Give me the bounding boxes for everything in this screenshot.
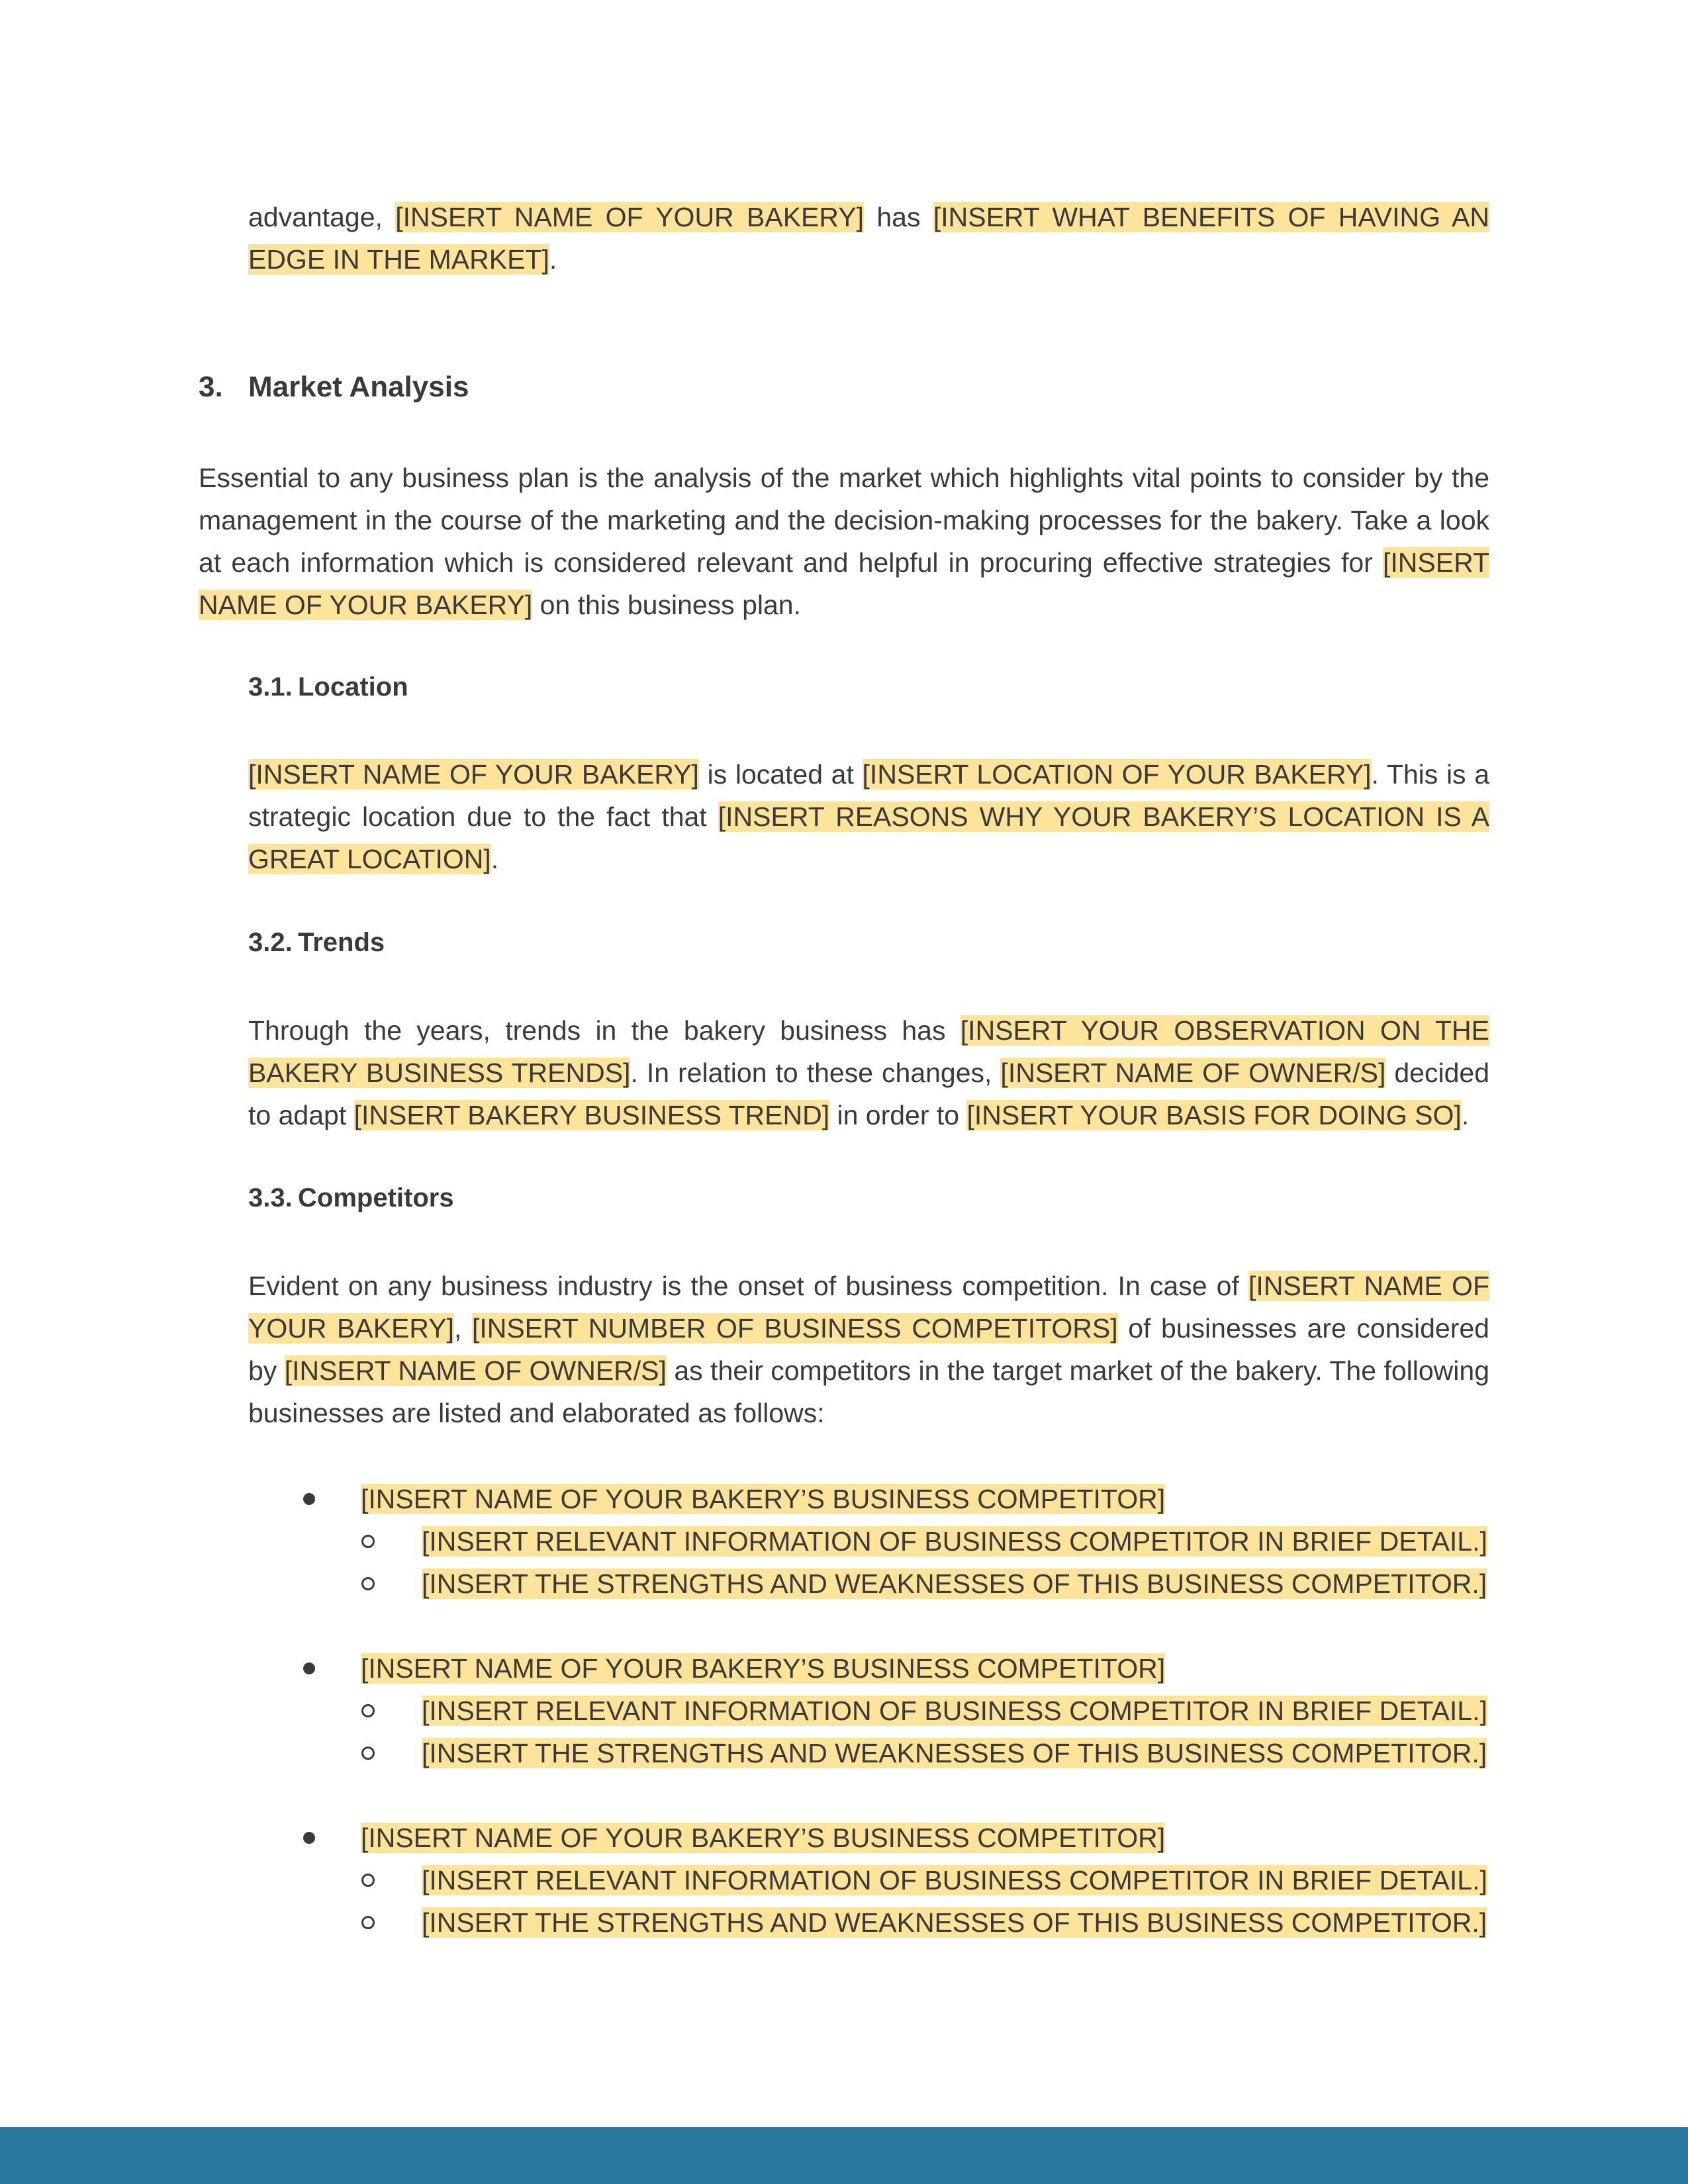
list-item <box>298 1647 1487 1690</box>
intro-text-1: advantage, <box>248 202 396 232</box>
subsection-number: 3.2. <box>248 928 293 957</box>
placeholder-owner-name: [INSERT NAME OF OWNER/S] <box>1000 1058 1386 1088</box>
location-text-2: . This is a strategic location due to the fact that <box>248 759 1489 832</box>
placeholder-bakery-name: [INSERT NAME OF YOUR BAKERY] <box>248 1271 1489 1343</box>
location-text-1: is located at <box>698 759 863 790</box>
trends-text-1: Through the years, trends in the bakery business has <box>248 1015 961 1046</box>
subsection-heading-trends <box>248 928 385 958</box>
placeholder-trend-observation: [INSERT YOUR OBSERVATION ON THE BAKERY BUSINESS TRENDS] <box>248 1015 1490 1088</box>
list-item <box>298 1817 1487 1859</box>
placeholder-competitor-swot: [INSERT THE STRENGTHS AND WEAKNESSES OF THIS BUSINESS COMPETITOR.] <box>422 1738 1487 1768</box>
location-paragraph <box>248 753 1489 880</box>
bullet-icon <box>303 1662 315 1674</box>
location-text-3: . <box>491 844 499 874</box>
placeholder-competitor-swot: [INSERT THE STRENGTHS AND WEAKNESSES OF THIS BUSINESS COMPETITOR.] <box>422 1907 1487 1938</box>
circle-bullet-icon <box>361 1916 375 1929</box>
placeholder-competitor-info: [INSERT RELEVANT INFORMATION OF BUSINESS COMPETITOR IN BRIEF DETAIL.] <box>422 1696 1487 1726</box>
market-analysis-text-1: Essential to any business plan is the analysis of the market which highlights vital points to consider by the management in the course of the marketing and the decision-making processes for the bakery. Take a look at each information which is considered relevant and helpful in procuring effective strategies for <box>199 463 1489 578</box>
competitors-text-3: of businesses are considered by <box>248 1313 1489 1386</box>
placeholder-owner-name: [INSERT NAME OF OWNER/S] <box>284 1355 667 1386</box>
bullet-icon <box>303 1493 315 1505</box>
trends-text-4: in order to <box>829 1100 967 1130</box>
trends-paragraph <box>248 1009 1489 1136</box>
list-subitem <box>298 1859 1487 1901</box>
competitor-item <box>298 1478 1487 1605</box>
circle-bullet-icon <box>361 1747 375 1760</box>
competitor-item <box>298 1647 1487 1774</box>
competitors-paragraph <box>248 1265 1489 1434</box>
placeholder-competitor-name: [INSERT NAME OF YOUR BAKERY’S BUSINESS COMPETITOR] <box>361 1823 1166 1853</box>
list-subitem <box>298 1901 1487 1944</box>
list-subitem <box>298 1690 1487 1732</box>
trends-text-2: . In relation to these changes, <box>630 1058 1001 1088</box>
bullet-icon <box>303 1832 315 1844</box>
trends-text-3: decided to adapt <box>248 1058 1490 1130</box>
placeholder-competitor-info: [INSERT RELEVANT INFORMATION OF BUSINESS COMPETITOR IN BRIEF DETAIL.] <box>422 1526 1487 1557</box>
placeholder-competitor-swot: [INSERT THE STRENGTHS AND WEAKNESSES OF THIS BUSINESS COMPETITOR.] <box>422 1569 1487 1599</box>
subsection-title: Trends <box>298 928 385 957</box>
placeholder-bakery-name: [INSERT NAME OF YOUR BAKERY] <box>199 547 1489 620</box>
placeholder-bakery-location: [INSERT LOCATION OF YOUR BAKERY] <box>862 759 1372 790</box>
list-subitem <box>298 1732 1487 1774</box>
placeholder-competitor-count: [INSERT NUMBER OF BUSINESS COMPETITORS] <box>471 1313 1118 1343</box>
circle-bullet-icon <box>361 1704 375 1717</box>
placeholder-competitor-name: [INSERT NAME OF YOUR BAKERY’S BUSINESS COMPETITOR] <box>361 1653 1166 1684</box>
placeholder-benefits: [INSERT WHAT BENEFITS OF HAVING AN EDGE IN THE MARKET] <box>248 202 1490 275</box>
list-subitem <box>298 1520 1487 1563</box>
intro-text-2: has <box>864 202 933 232</box>
placeholder-location-reasons: [INSERT REASONS WHY YOUR BAKERY’S LOCATION IS A GREAT LOCATION] <box>248 801 1489 874</box>
intro-paragraph <box>248 196 1489 281</box>
subsection-title: Location <box>298 672 408 702</box>
trends-text-5: . <box>1461 1100 1470 1130</box>
competitors-text-4: as their competitors in the target market of the bakery. The following businesses are listed and elaborated as follows: <box>248 1355 1489 1428</box>
circle-bullet-icon <box>361 1577 375 1590</box>
section-heading-market-analysis <box>199 371 469 404</box>
competitor-list <box>298 1478 1487 1986</box>
competitors-text-1: Evident on any business industry is the onset of business competition. In case of <box>248 1271 1249 1301</box>
placeholder-competitor-name: [INSERT NAME OF YOUR BAKERY’S BUSINESS COMPETITOR] <box>361 1484 1166 1514</box>
footer-bar <box>0 2127 1688 2184</box>
placeholder-competitor-info: [INSERT RELEVANT INFORMATION OF BUSINESS COMPETITOR IN BRIEF DETAIL.] <box>422 1865 1487 1895</box>
placeholder-bakery-name: [INSERT NAME OF YOUR BAKERY] <box>248 759 699 790</box>
list-item <box>298 1478 1487 1520</box>
placeholder-basis: [INSERT YOUR BASIS FOR DOING SO] <box>966 1100 1462 1130</box>
subsection-heading-location <box>248 672 408 702</box>
subsection-title: Competitors <box>298 1183 454 1212</box>
subsection-heading-competitors <box>248 1183 454 1213</box>
subsection-number: 3.3. <box>248 1183 293 1212</box>
list-subitem <box>298 1563 1487 1605</box>
market-analysis-paragraph <box>199 457 1489 626</box>
placeholder-business-trend: [INSERT BAKERY BUSINESS TREND] <box>353 1100 830 1130</box>
section-number: 3. <box>199 371 223 403</box>
circle-bullet-icon <box>361 1874 375 1887</box>
intro-text-3: . <box>549 244 557 275</box>
circle-bullet-icon <box>361 1535 375 1548</box>
competitors-text-2: , <box>454 1313 472 1343</box>
section-title: Market Analysis <box>248 371 469 403</box>
competitor-item <box>298 1817 1487 1944</box>
subsection-number: 3.1. <box>248 672 293 702</box>
market-analysis-text-2: on this business plan. <box>532 590 801 620</box>
placeholder-bakery-name: [INSERT NAME OF YOUR BAKERY] <box>395 202 865 232</box>
